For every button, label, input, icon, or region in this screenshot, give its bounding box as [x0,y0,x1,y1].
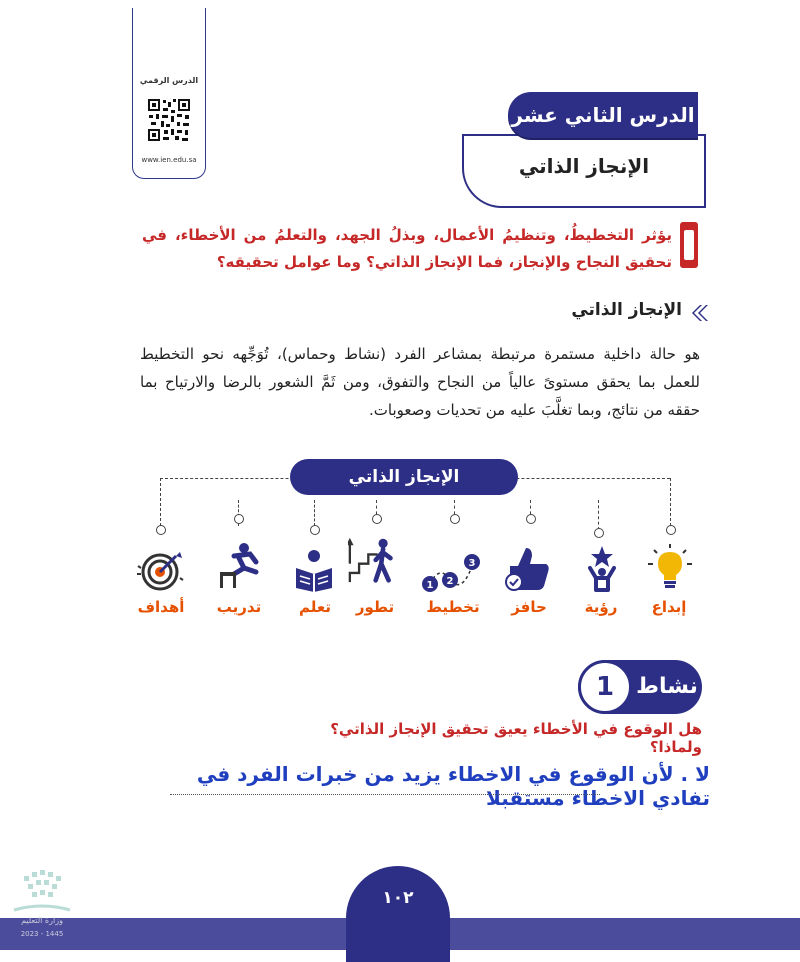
lesson-title-box [462,134,706,208]
branch-dot [666,525,676,535]
definition-paragraph: هو حالة داخلية مستمرة مرتبطة بمشاعر الفرد (نشاط وحماس)، تُوَجِّهه نحو التخطيط للعمل بما يحقق مستوىً عالياً من النجاح والتفوق، ومن ثَمَّ الشعور بالرضا والارتياح بما حققه من نتائج، وبما تغلَّبَ عليه من تحديات وصعوبات. [140,345,700,419]
branch-line [670,478,671,526]
double-chevron-icon [690,304,708,322]
section-heading: الإنجاز الذاتي [571,300,682,320]
lesson-number-banner: الدرس الثاني عشر [508,92,698,138]
diagram-title: الإنجاز الذاتي [290,459,518,495]
question-mark-icon [680,222,698,268]
hurdle-icon [214,542,262,590]
activity-number: 1 [578,660,632,714]
qr-code-icon[interactable] [147,98,191,142]
lightbulb-icon [646,544,694,592]
lesson-title: الإنجاز الذاتي [518,154,650,178]
concept-label-development: تطور [355,598,395,616]
concept-label-creativity: إبداع [651,598,687,616]
branch-dot [310,525,320,535]
plan-step-3: 3 [468,558,476,569]
digital-lesson-card[interactable] [132,8,206,179]
concept-label-training: تدريب [216,598,262,616]
page-number-tab [346,866,450,962]
branch-line [160,478,161,526]
reading-icon [290,546,338,594]
digital-lesson-label: الدرس الرقمي [139,76,199,85]
concept-label-vision: رؤية [584,598,618,616]
steps-plan-icon [420,550,484,598]
intro-question: يؤثر التخطيطُ، وتنظيمُ الأعمال، وبذلُ الجهد، والتعلمُ من الأخطاء، في تحقيق النجاح والإنجاز، فما الإنجاز الذاتي؟ وما عوامل تحقيقه؟ [142,226,672,271]
branch-dot [156,525,166,535]
page-number: ١٠٢ [382,888,414,908]
target-icon [136,548,184,596]
thumbs-up-icon [504,544,552,592]
plan-step-2: 2 [446,576,454,587]
ministry-name: وزارة التعليم [21,916,63,925]
concept-label-motivation: حافز [511,598,547,616]
plan-step-1: 1 [426,580,434,591]
branch-dot [372,514,382,524]
branch-dot [594,528,604,538]
concept-label-planning: تخطيط [426,598,480,616]
branch-dot [234,514,244,524]
answer-dotted-line [170,794,600,795]
activity-label: نشاط [636,674,698,699]
answer-field[interactable]: لا . لأن الوقوع في الاخطاء يزيد من خبرات الفرد في تفادي الاخطاء مستقبلا [196,762,710,810]
person-star-icon [578,544,626,592]
branch-dot [450,514,460,524]
branch-line [314,500,315,526]
edition-year: 2023 - 1445 [20,930,64,938]
concept-label-learning: تعلم [299,598,331,616]
stairs-climb-icon [348,536,396,584]
activity-question: هل الوقوع في الأخطاء يعيق تحقيق الإنجاز الذاتي؟ ولماذا؟ [330,720,702,756]
digital-lesson-url[interactable]: www.ien.edu.sa [141,156,197,164]
branch-line [598,500,599,530]
question-mark-icon-inner [684,230,694,260]
branch-dot [526,514,536,524]
concept-label-goals: أهداف [137,598,185,616]
